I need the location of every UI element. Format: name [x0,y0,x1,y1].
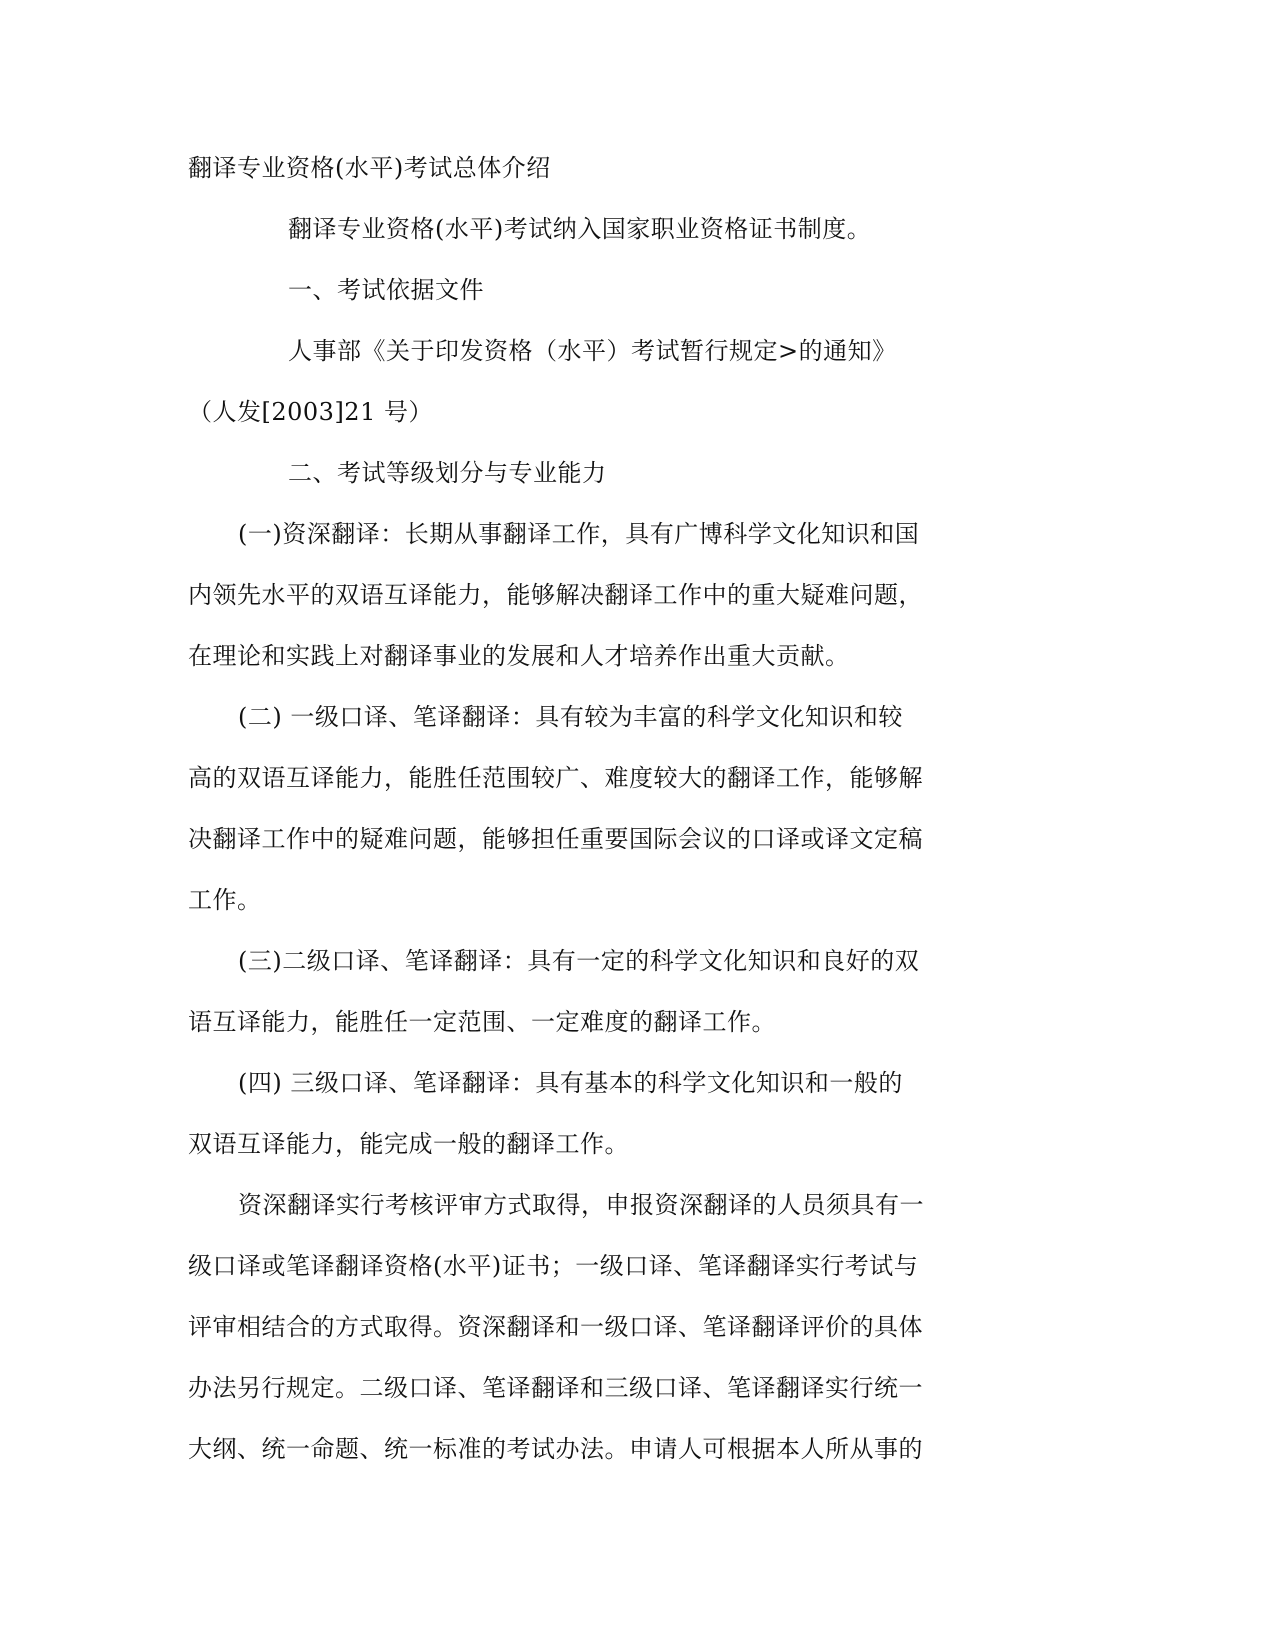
paragraph-line: （人发[2003]21 号） [188,398,433,426]
paragraph-line: 高的双语互译能力，能胜任范围较广、难度较大的翻译工作，能够解 [188,764,923,792]
paragraph-line: 双语互译能力，能完成一般的翻译工作。 [188,1130,629,1158]
paragraph-line: 人事部《关于印发资格（水平）考试暂行规定>的通知》 [288,337,897,365]
paragraph-line: (三)二级口译、笔译翻译：具有一定的科学文化知识和良好的双 [238,947,920,975]
paragraph-line: 资深翻译实行考核评审方式取得，申报资深翻译的人员须具有一 [238,1191,924,1219]
paragraph-line: 办法另行规定。二级口译、笔译翻译和三级口译、笔译翻译实行统一 [188,1374,923,1402]
document-body [188,138,944,1480]
document-title: 翻译专业资格(水平)考试总体介绍 [188,154,551,182]
paragraph-line: 大纲、统一命题、统一标准的考试办法。申请人可根据本人所从事的 [188,1435,923,1463]
paragraph-line: 决翻译工作中的疑难问题，能够担任重要国际会议的口译或译文定稿 [188,825,923,853]
paragraph-line: (二) 一级口译、笔译翻译：具有较为丰富的科学文化知识和较 [238,703,903,731]
paragraph-line: 语互译能力，能胜任一定范围、一定难度的翻译工作。 [188,1008,776,1036]
paragraph-line: 内领先水平的双语互译能力，能够解决翻译工作中的重大疑难问题， [188,581,923,609]
paragraph-line: 在理论和实践上对翻译事业的发展和人才培养作出重大贡献。 [188,642,850,670]
paragraph-line: 一、考试依据文件 [288,276,484,304]
paragraph-line: 二、考试等级划分与专业能力 [288,459,607,487]
paragraph-line: (一)资深翻译：长期从事翻译工作，具有广博科学文化知识和国 [238,520,920,548]
paragraph-line: (四) 三级口译、笔译翻译：具有基本的科学文化知识和一般的 [238,1069,903,1097]
document-lines [188,199,944,1480]
paragraph-line: 级口译或笔译翻译资格(水平)证书；一级口译、笔译翻译实行考试与 [188,1252,919,1280]
paragraph-line: 翻译专业资格(水平)考试纳入国家职业资格证书制度。 [288,215,872,243]
paragraph-line: 评审相结合的方式取得。资深翻译和一级口译、笔译翻译评价的具体 [188,1313,923,1341]
paragraph-line: 工作。 [188,886,262,914]
